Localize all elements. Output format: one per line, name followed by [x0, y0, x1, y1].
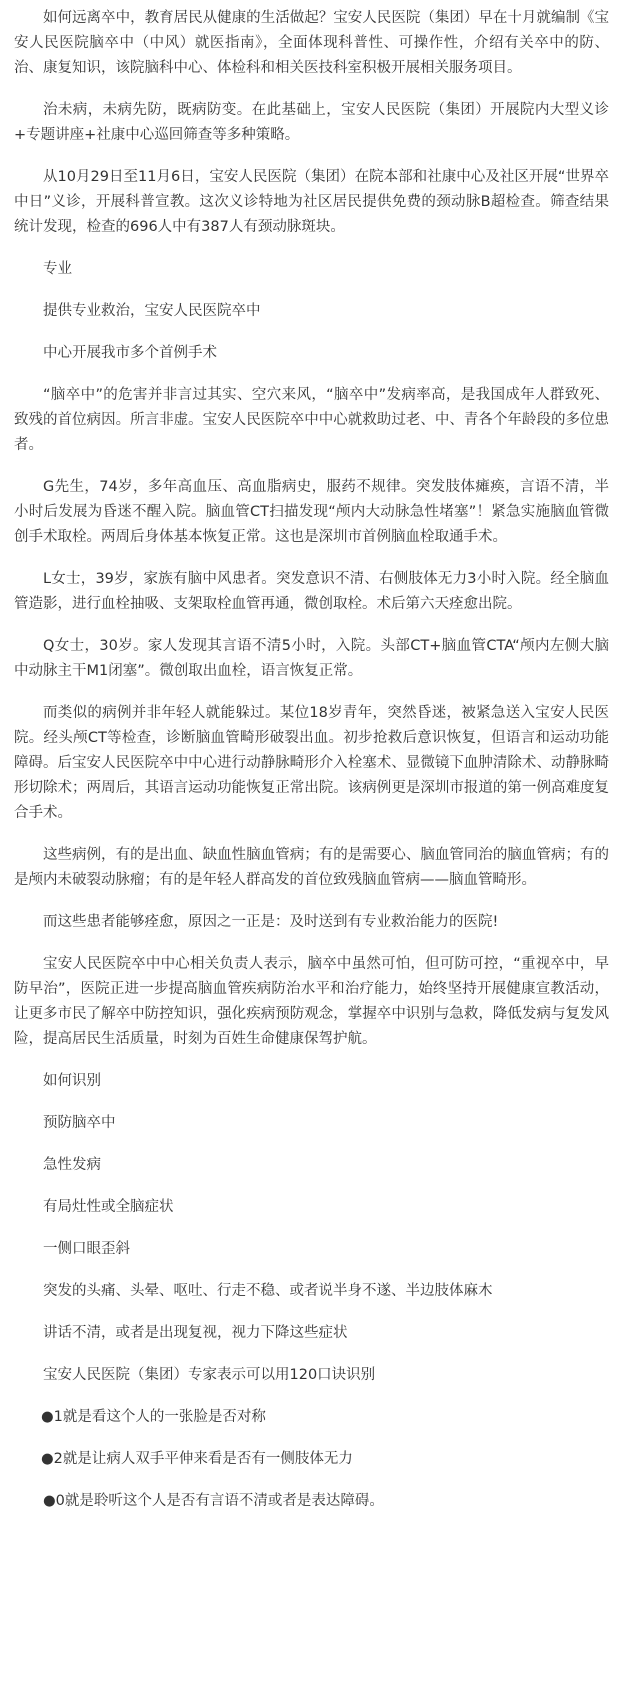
paragraph-official-statement: 宝安人民医院卒中中心相关负责人表示，脑卒中虽然可怕，但可防可控，“重视卒中，早防早治”，医院正进一步提高脑血管疾病防治水平和治疗能力，始终坚持开展健康宣教活动，让更多市民了解卒中防控知识，强化疾病预防观念，掌握卒中识别与急救，降低发病与复发风险，提高居民生活质量，时刻为百姓生命健康保驾护航。: [14, 956, 609, 1047]
section-heading-professional: 专业: [43, 261, 72, 277]
bullet-face: ●1就是看这个人的一张脸是否对称: [41, 1409, 266, 1425]
paragraph-case-youth: 而类似的病例并非年轻人就能躲过。某位18岁青年，突然昏迷，被紧急送入宝安人民医院。经头颅CT等检查，诊断脑血管畸形破裂出血。初步抢救后意识恢复，但语言和运动功能障碍。后宝安人民医院卒中中心进行动静脉畸形介入栓塞术、显微镜下血肿清除术、动静脉畸形切除术；两周后，其语言运动功能恢复正常出院。该病例更是深圳市报道的第一例高难度复合手术。: [14, 705, 609, 821]
bullet-arms: ●2就是让病人双手平伸来看是否有一侧肢体无力: [41, 1451, 353, 1467]
paragraph-case-q: Q女士，30岁。家人发现其言语不清5小时，入院。头部CT+脑血管CTA“颅内左侧大脑中动脉主干M1闭塞”。微创取出血栓，语言恢复正常。: [14, 638, 609, 679]
paragraph-prevention: 治未病，未病先防，既病防变。在此基础上，宝安人民医院（集团）开展院内大型义诊+专题讲座+社康中心巡回筛查等多种策略。: [14, 102, 609, 143]
list-item-symptoms: 有局灶性或全脑症状: [43, 1199, 174, 1215]
paragraph-intro: 如何远离卒中，教育居民从健康的生活做起？宝安人民医院（集团）早在十月就编制《宝安人民医院脑卒中（中风）就医指南》，全面体现科普性、可操作性，介绍有关卒中的防、治、康复知识，该院脑科中心、体检科和相关医技科室积极开展相关服务项目。: [14, 10, 609, 76]
list-item-speech: 讲话不清，或者是出现复视，视力下降这些症状: [43, 1325, 348, 1341]
paragraph-case-l: L女士，39岁，家族有脑中风患者。突发意识不清、右侧肢体无力3小时入院。经全脑血管造影，进行血栓抽吸、支架取栓血管再通，微创取栓。术后第六天痊愈出院。: [14, 571, 609, 612]
bullet-speech: ●0就是聆听这个人是否有言语不清或者是表达障碍。: [43, 1493, 384, 1509]
paragraph-recovery-reason: 而这些患者能够痊愈，原因之一正是：及时送到有专业救治能力的医院!: [43, 914, 499, 930]
section-subheading-2: 中心开展我市多个首例手术: [43, 345, 217, 361]
list-item-facial-droop: 一侧口眼歪斜: [43, 1241, 130, 1257]
list-item-120-rule: 宝安人民医院（集团）专家表示可以用120口诀识别: [43, 1367, 376, 1383]
list-item-prevent: 预防脑卒中: [43, 1115, 116, 1131]
list-item-identify: 如何识别: [43, 1073, 101, 1089]
paragraph-case-summary: 这些病例，有的是出血、缺血性脑血管病；有的是需要心、脑血管同治的脑血管病；有的是颅内未破裂动脉瘤；有的是年轻人群高发的首位致残脑血管病——脑血管畸形。: [14, 847, 609, 888]
list-item-acute-onset: 急性发病: [43, 1157, 101, 1173]
section-subheading-1: 提供专业救治，宝安人民医院卒中: [43, 303, 261, 319]
paragraph-free-clinic: 从10月29日至11月6日，宝安人民医院（集团）在院本部和社康中心及社区开展“世界卒中日”义诊，开展科普宣教。这次义诊特地为社区居民提供免费的颈动脉B超检查。筛查结果统计发现，检查的696人中有387人有颈动脉斑块。: [14, 169, 609, 235]
paragraph-case-g: G先生，74岁，多年高血压、高血脂病史，服药不规律。突发肢体瘫痪，言语不清，半小时后发展为昏迷不醒入院。脑血管CT扫描发现“颅内大动脉急性堵塞”！紧急实施脑血管微创手术取栓。两周后身体基本恢复正常。这也是深圳市首例脑血栓取通手术。: [14, 479, 609, 545]
list-item-headache: 突发的头痛、头晕、呕吐、行走不稳、或者说半身不遂、半边肢体麻木: [43, 1283, 493, 1299]
paragraph-stroke-danger: “脑卒中”的危害并非言过其实、空穴来风，“脑卒中”发病率高，是我国成年人群致死、致残的首位病因。所言非虚。宝安人民医院卒中中心就救助过老、中、青各个年龄段的多位患者。: [14, 387, 609, 453]
